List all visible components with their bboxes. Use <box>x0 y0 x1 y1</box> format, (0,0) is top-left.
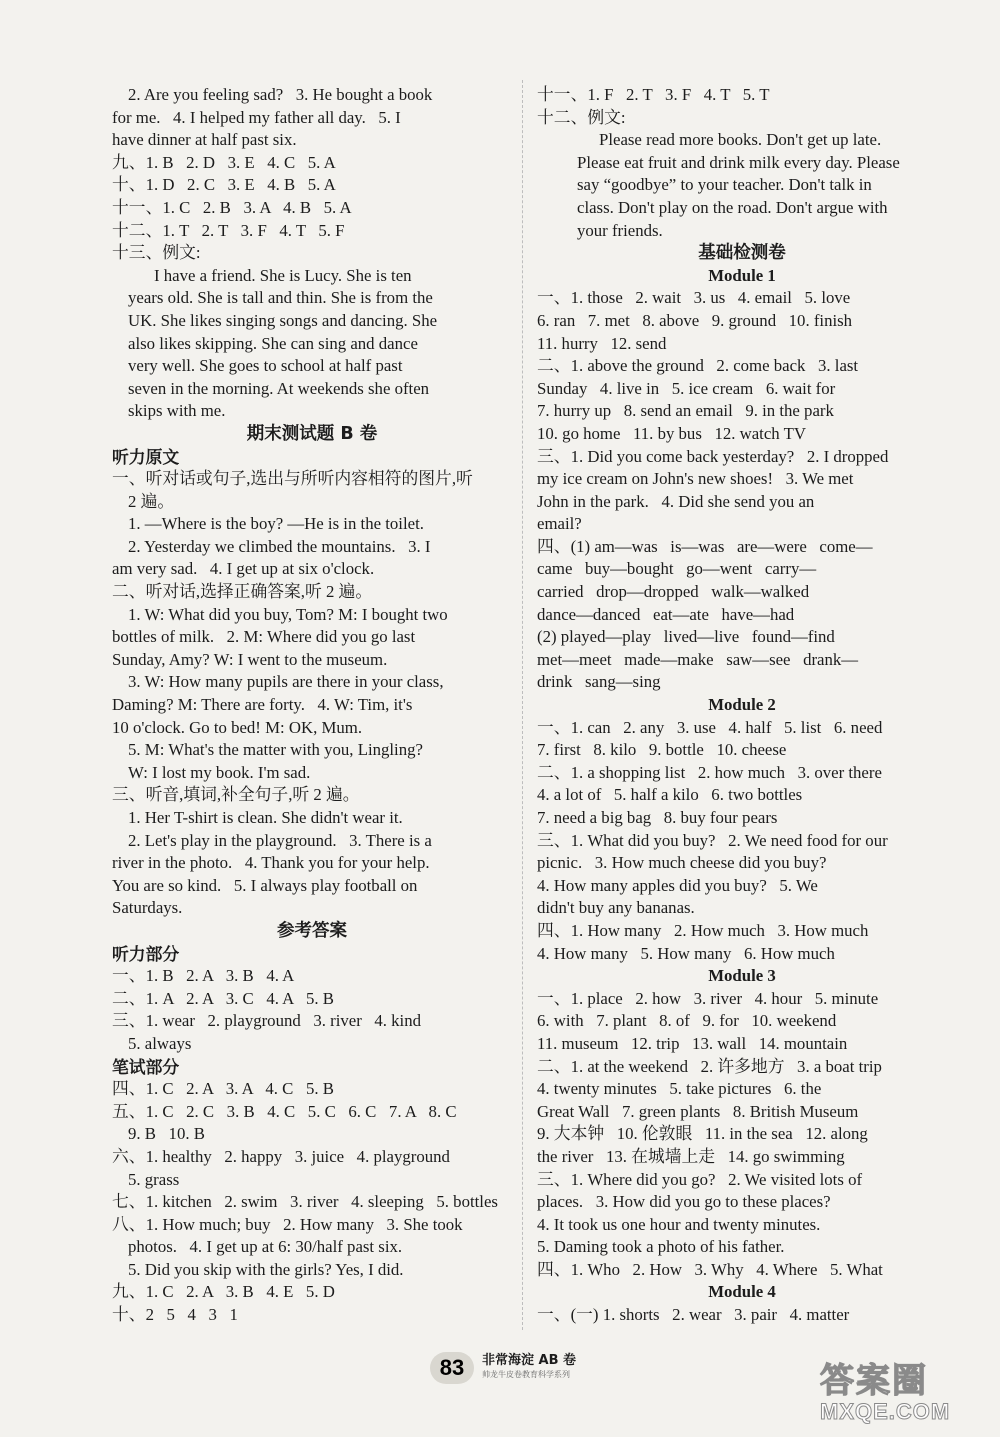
question-answer-line: 一、听对话或句子,选出与所听内容相符的图片,听 <box>112 469 473 489</box>
answer-line: 5. Did you skip with the girls? Yes, I did. <box>128 1259 404 1279</box>
question-answer-line: 十二、1. T 2. T 3. F 4. T 5. F <box>112 220 345 240</box>
answer-line: I have a friend. She is Lucy. She is ten <box>154 265 412 285</box>
answer-line: 9. B 10. B <box>128 1124 205 1144</box>
answer-line: skips with me. <box>128 401 226 421</box>
answer-line: 4. How many apples did you buy? 5. We <box>537 875 818 895</box>
answer-line: am very sad. 4. I get up at six o'clock. <box>112 559 375 579</box>
watermark-url: MXQE.COM <box>820 1399 951 1424</box>
answer-line: photos. 4. I get up at 6: 30/half past six. <box>128 1237 403 1257</box>
question-answer-line: 四、(1) am—was is—was are—were come— <box>537 536 873 556</box>
question-answer-line: 十一、1. F 2. T 3. F 4. T 5. T <box>537 85 770 104</box>
answer-line: 7. first 8. kilo 9. bottle 10. cheese <box>537 740 787 760</box>
question-answer-line: 三、1. Did you come back yesterday? 2. I dropped <box>537 446 889 466</box>
answer-line: Great Wall 7. green plants 8. British Museum <box>537 1101 859 1121</box>
question-answer-line: 一、1. B 2. A 3. B 4. A <box>112 966 295 986</box>
question-answer-line: 一、1. place 2. how 3. river 4. hour 5. minute <box>537 988 879 1008</box>
answer-line: very well. She goes to school at half past <box>128 356 403 376</box>
answer-line: Please read more books. Don't get up late. <box>599 130 882 150</box>
question-answer-line: 二、听对话,选择正确答案,听 2 遍。 <box>112 582 373 602</box>
answer-line: Saturdays. <box>112 898 183 918</box>
question-answer-line: 二、1. above the ground 2. come back 3. last <box>537 356 859 376</box>
answer-line: John in the park. 4. Did she send you an <box>537 491 815 511</box>
answer-line: Sunday, Amy? W: I went to the museum. <box>112 649 388 669</box>
answer-line: your friends. <box>577 220 663 240</box>
question-answer-line: 三、听音,填词,补全句子,听 2 遍。 <box>112 785 360 805</box>
answer-line: 7. hurry up 8. send an email 9. in the park <box>537 401 834 421</box>
answer-line: years old. She is tall and thin. She is from the <box>128 288 433 308</box>
watermark-logo <box>820 1362 990 1428</box>
answer-line: the river 13. 在城墙上走 14. go swimming <box>537 1146 845 1166</box>
question-answer-line: 十、1. D 2. C 3. E 4. B 5. A <box>112 175 336 195</box>
answer-line: met—meet made—make saw—see drank— <box>537 649 859 669</box>
answer-line: 4. a lot of 5. half a kilo 6. two bottles <box>537 785 803 805</box>
answer-line: for me. 4. I helped my father all day. 5. I <box>112 107 401 127</box>
section-heading: 期末测试题 B 卷 <box>246 423 378 444</box>
question-answer-line: 一、(一) 1. shorts 2. wear 3. pair 4. matter <box>537 1305 850 1325</box>
question-answer-line: 九、1. C 2. A 3. B 4. E 5. D <box>112 1282 335 1302</box>
answer-line: say “goodbye” to your teacher. Don't talk in <box>577 175 872 195</box>
subsection-heading: 笔试部分 <box>112 1056 180 1077</box>
question-answer-line: 二、1. at the weekend 2. 许多地方 3. a boat trip <box>537 1056 882 1076</box>
question-answer-line: 二、1. A 2. A 3. C 4. A 5. B <box>112 988 334 1008</box>
answer-line: 1. Her T-shirt is clean. She didn't wear it. <box>128 808 403 827</box>
question-answer-line: 三、1. wear 2. playground 3. river 4. kind <box>112 1011 421 1031</box>
answer-line: Please eat fruit and drink milk every day. Please <box>577 152 900 172</box>
module-heading: Module 3 <box>708 966 776 986</box>
question-answer-line: 三、1. What did you buy? 2. We need food for our <box>537 830 888 850</box>
series-subtitle: 帅龙牛皮卷教育科学系列 <box>482 1370 570 1379</box>
answer-line: 10 o'clock. Go to bed! M: OK, Mum. <box>112 717 363 737</box>
answer-line: my ice cream on John's new shoes! 3. We met <box>537 469 854 489</box>
answer-line: have dinner at half past six. <box>112 130 297 150</box>
question-answer-line: 四、1. C 2. A 3. A 4. C 5. B <box>112 1079 334 1099</box>
subsection-heading: 听力原文 <box>112 446 180 467</box>
answer-line: 4. How many 5. How many 6. How much <box>537 943 835 963</box>
series-title: 非常海淀 AB 卷 <box>482 1353 577 1368</box>
answer-line: drink sang—sing <box>537 672 661 692</box>
answer-line: 4. twenty minutes 5. take pictures 6. the <box>537 1079 822 1099</box>
answer-line: didn't buy any bananas. <box>537 898 695 918</box>
answer-line: 10. go home 11. by bus 12. watch TV <box>537 423 806 443</box>
series-label <box>482 1354 576 1382</box>
answer-line: 1. —Where is the boy? —He is in the toilet. <box>128 514 424 534</box>
answer-line: 5. M: What's the matter with you, Lingling? <box>128 740 423 760</box>
subsection-heading: 听力部分 <box>112 943 180 964</box>
answer-line: bottles of milk. 2. M: Where did you go last <box>112 627 416 647</box>
question-answer-line: 七、1. kitchen 2. swim 3. river 4. sleeping 5. bottles <box>112 1192 498 1212</box>
answer-line: 11. museum 12. trip 13. wall 14. mountain <box>537 1033 848 1053</box>
question-answer-line: 十一、1. C 2. B 3. A 4. B 5. A <box>112 197 352 217</box>
module-heading: Module 1 <box>708 265 776 285</box>
answer-line: You are so kind. 5. I always play football on <box>112 875 418 895</box>
question-answer-line: 一、1. those 2. wait 3. us 4. email 5. love <box>537 288 851 308</box>
question-answer-line: 十三、例文: <box>112 243 201 263</box>
answer-line: 3. W: How many pupils are there in your class, <box>128 672 444 692</box>
right-column <box>537 84 947 1327</box>
answer-line: picnic. 3. How much cheese did you buy? <box>537 853 827 873</box>
watermark-top: 答案圈 <box>820 1361 928 1401</box>
answer-line: 5. grass <box>128 1169 180 1189</box>
answer-line: dance—danced eat—ate have—had <box>537 604 795 624</box>
answer-line: 6. with 7. plant 8. of 9. for 10. weekend <box>537 1011 837 1031</box>
answer-line: Daming? M: There are forty. 4. W: Tim, it's <box>112 695 413 715</box>
answer-line: 9. 大本钟 10. 伦敦眼 11. in the sea 12. along <box>537 1124 868 1144</box>
question-answer-line: 四、1. How many 2. How much 3. How much <box>537 920 869 940</box>
question-answer-line: 六、1. healthy 2. happy 3. juice 4. playground <box>112 1146 450 1166</box>
section-heading: 参考答案 <box>277 920 347 941</box>
question-answer-line: 八、1. How much; buy 2. How many 3. She took <box>112 1214 463 1234</box>
answer-line: carried drop—dropped walk—walked <box>537 582 810 602</box>
page-footer <box>430 1348 576 1388</box>
question-answer-line: 十二、例文: <box>537 107 626 127</box>
answer-line: 7. need a big bag 8. buy four pears <box>537 808 778 827</box>
question-answer-line: 二、1. a shopping list 2. how much 3. over there <box>537 762 882 782</box>
answer-line: seven in the morning. At weekends she often <box>128 378 430 398</box>
section-heading: 基础检测卷 <box>698 243 786 264</box>
answer-line: 1. W: What did you buy, Tom? M: I bought two <box>128 604 448 624</box>
answer-line: 6. ran 7. met 8. above 9. ground 10. finish <box>537 310 853 330</box>
module-heading: Module 4 <box>708 1282 776 1302</box>
left-column <box>112 84 512 1327</box>
answer-line: Sunday 4. live in 5. ice cream 6. wait for <box>537 378 836 398</box>
module-heading: Module 2 <box>708 695 776 715</box>
answer-line: 4. It took us one hour and twenty minutes. <box>537 1214 821 1234</box>
answer-line: 2. Let's play in the playground. 3. There is a <box>128 830 432 850</box>
question-answer-line: 五、1. C 2. C 3. B 4. C 5. C 6. C 7. A 8. C <box>112 1101 457 1121</box>
answer-line: 11. hurry 12. send <box>537 333 667 353</box>
question-answer-line: 十、2 5 4 3 1 <box>112 1305 238 1325</box>
answer-line: river in the photo. 4. Thank you for your help. <box>112 853 430 873</box>
answer-line: 5. always <box>128 1033 192 1053</box>
question-answer-line: 九、1. B 2. D 3. E 4. C 5. A <box>112 152 336 172</box>
answer-line: 2. Are you feeling sad? 3. He bought a book <box>128 85 433 104</box>
answer-line: W: I lost my book. I'm sad. <box>128 762 311 782</box>
answer-line: email? <box>537 514 582 534</box>
question-answer-line: 四、1. Who 2. How 3. Why 4. Where 5. What <box>537 1259 883 1279</box>
answer-line: 5. Daming took a photo of his father. <box>537 1237 785 1257</box>
answer-line: places. 3. How did you go to these places? <box>537 1192 831 1212</box>
page-number: 83 <box>430 1352 474 1384</box>
answer-line: class. Don't play on the road. Don't argue with <box>577 197 888 217</box>
answer-line: 2 遍。 <box>128 491 175 511</box>
answer-line: 2. Yesterday we climbed the mountains. 3. I <box>128 536 431 556</box>
answer-line: UK. She likes singing songs and dancing. She <box>128 310 438 330</box>
answer-line: came buy—bought go—went carry— <box>537 559 817 579</box>
answer-line: (2) played—play lived—live found—find <box>537 627 835 647</box>
column-divider <box>522 80 523 1330</box>
question-answer-line: 一、1. can 2. any 3. use 4. half 5. list 6. need <box>537 717 883 737</box>
question-answer-line: 三、1. Where did you go? 2. We visited lots of <box>537 1169 863 1189</box>
answer-line: also likes skipping. She can sing and dance <box>128 333 418 353</box>
